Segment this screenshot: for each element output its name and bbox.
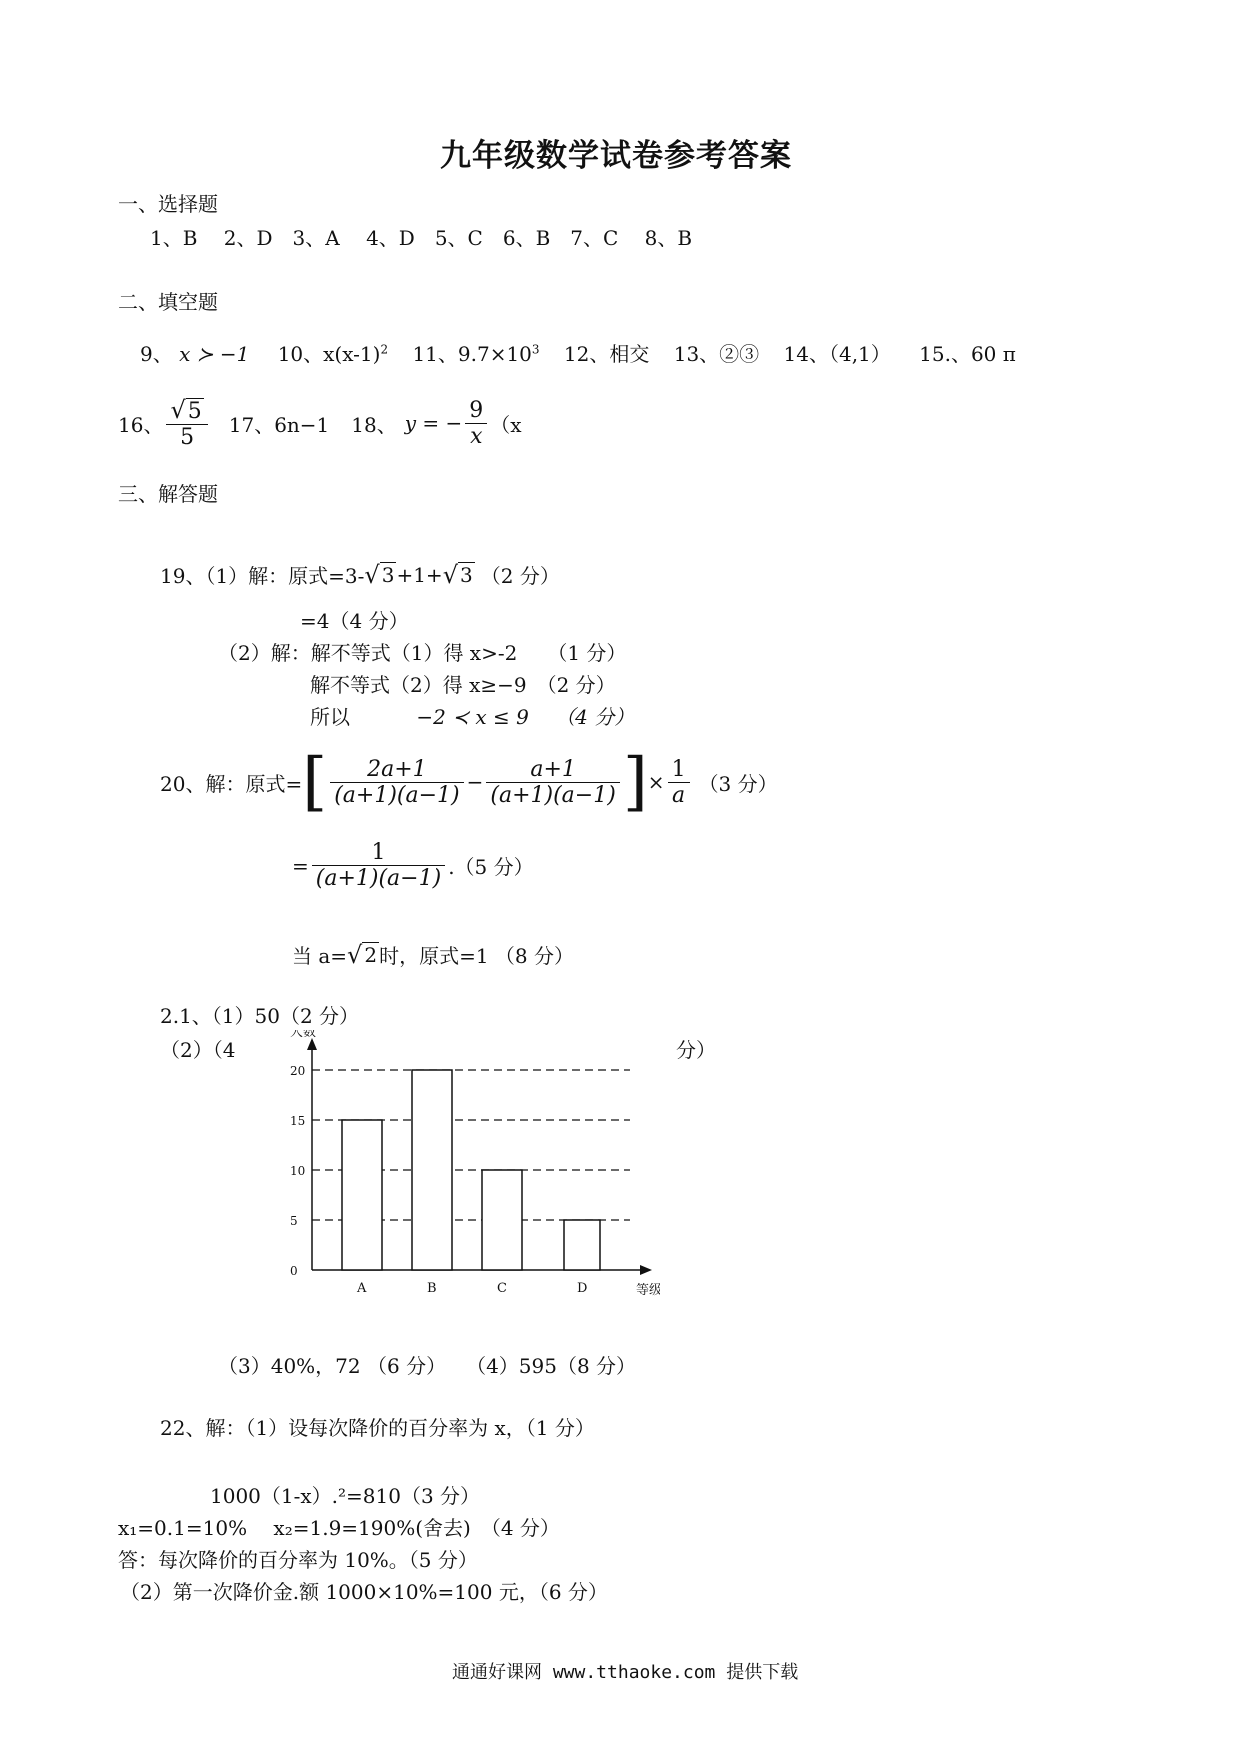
answer-16-label: 16、 <box>118 412 164 437</box>
q22-line3: x₁=0.1=10% x₂=1.9=190%(舍去) （4 分） <box>118 1516 560 1540</box>
q20-denominator-2: (a+1)(a−1) <box>486 782 619 808</box>
x-axis-arrow <box>640 1265 652 1275</box>
q20-denominator-3: a <box>668 782 690 808</box>
q19-part2-line3 <box>310 701 634 730</box>
q20-numerator-3: 1 <box>671 756 686 782</box>
q19-so-label: 所以 <box>310 705 350 729</box>
q21-part2-post: 分） <box>676 1038 716 1062</box>
q20-denominator-4: (a+1)(a−1) <box>312 865 445 891</box>
bar-a <box>342 1120 382 1270</box>
q22-line5: （2）第一次降价金.额 1000×10%=100 元，（6 分） <box>120 1580 608 1604</box>
q19-radicand-2: 3 <box>460 562 473 587</box>
answer-15: 15.、60 π <box>919 342 1016 366</box>
q19-part1-result: =4（4 分） <box>300 609 409 633</box>
answer-18-fraction <box>465 398 487 449</box>
q20-line2 <box>292 840 534 891</box>
answer-10: 10、x(x-1) <box>277 342 381 366</box>
q20-minus: − <box>466 770 484 794</box>
bar-b <box>412 1070 452 1270</box>
x-tick-label: D <box>577 1281 588 1296</box>
answer-16-numerator: 5 <box>187 399 202 424</box>
y-tick-label: 0 <box>290 1264 298 1278</box>
answer-11-exponent: 3 <box>531 342 540 357</box>
bar-c <box>482 1170 522 1270</box>
y-axis-label: 人数 <box>290 1030 317 1040</box>
q20-line1: 20、解：原式= [ $\frac{2a+1}{(a+1)(a-1)}$ − $\frac{a+1}{(a+1)(a-1)}$ ] × $\frac{1}{a}$ （3 分） <box>160 745 778 819</box>
fill-answers-row1 <box>140 338 1016 367</box>
q20-score-1: （3 分） <box>698 771 778 796</box>
q21-part1: 2.1、（1）50（2 分） <box>160 1004 360 1028</box>
q20-denominator-1: (a+1)(a−1) <box>330 782 463 808</box>
q19-part1-mid: +1+ <box>396 562 443 587</box>
section-heading-solve: 三、解答题 <box>118 482 218 506</box>
answer-14: 14、（4,1） <box>783 342 891 366</box>
answer-18-post: （x <box>490 412 522 437</box>
q20-numerator-1: 2a+1 <box>367 756 427 782</box>
q20-when-pre: 当 a= <box>292 944 348 968</box>
fill-answers-row2 <box>118 396 522 450</box>
answer-16-denominator: 5 <box>166 424 207 450</box>
bar-chart <box>280 1030 660 1300</box>
section-heading-choice: 一、选择题 <box>118 192 218 216</box>
answer-18-label: 18、 <box>351 412 397 437</box>
q20-line3: 当 a= √ 2 时，原式=1 （8 分） <box>292 940 574 969</box>
answer-18-denominator: x <box>465 423 487 449</box>
answer-9-expr: x ≻ −1 <box>179 342 250 366</box>
answer-18-numerator: 9 <box>469 397 484 423</box>
answer-13: 13、②③ <box>673 342 760 366</box>
answer-12: 12、相交 <box>563 342 650 366</box>
q21-part2-pre: （2）（4 <box>160 1038 236 1062</box>
q20-fraction-4 <box>312 840 445 891</box>
y-tick-label: 15 <box>290 1114 306 1128</box>
q20-when-post: 时，原式=1 （8 分） <box>379 944 574 968</box>
answer-17: 17、6n−1 <box>228 412 330 437</box>
q22-line2: 1000（1-x）.²=810（3 分） <box>210 1484 481 1508</box>
q19-part1-text: 19、（1）解：原式=3- <box>160 564 365 588</box>
x-axis-label: 等级 <box>636 1283 660 1298</box>
q19-part1-score: （2 分） <box>480 564 560 588</box>
q19-part2-line2: 解不等式（2）得 x≥−9 （2 分） <box>310 673 616 697</box>
q19-so-result: −2 ≺ x ≤ 9 （4 分） <box>416 705 635 729</box>
answer-16-fraction: $\frac{√5}{5}$ <box>166 396 207 450</box>
q20-radicand: 2 <box>364 942 378 967</box>
section-heading-fill: 二、填空题 <box>118 290 218 314</box>
answer-11: 11、9.7×10 <box>412 342 532 366</box>
q20-fraction-3 <box>668 757 690 808</box>
q19-radicand-1: 3 <box>381 562 395 587</box>
q21-part3-4: （3）40%，72 （6 分） （4）595（8 分） <box>218 1354 637 1378</box>
bar-d <box>564 1220 600 1270</box>
q20-label: 20、解：原式= <box>160 771 303 796</box>
q20-numerator-4: 1 <box>371 840 386 865</box>
q20-numerator-2: a+1 <box>530 756 576 782</box>
q22-line1: 22、解：（1）设每次降价的百分率为 x，（1 分） <box>160 1416 595 1440</box>
q20-times: × <box>647 770 665 794</box>
q20-score-2: .（5 分） <box>448 855 534 879</box>
q19-part1: 19、（1）解：原式=3- √ 3 +1+ √ 3 （2 分） <box>160 560 560 589</box>
answer-18-pre: y = − <box>404 411 463 435</box>
y-tick-label: 10 <box>290 1164 306 1178</box>
q19-part2-line1: （2）解：解不等式（1）得 x>-2 （1 分） <box>218 641 627 665</box>
q20-fraction-1 <box>330 757 463 808</box>
answer-10-exponent: 2 <box>380 342 389 357</box>
x-tick-label: A <box>357 1281 367 1296</box>
x-tick-label: B <box>427 1281 437 1296</box>
page-title: 九年级数学试卷参考答案 <box>440 138 792 174</box>
bar-chart-svg <box>280 1030 660 1300</box>
answer-9-label: 9、 <box>140 342 173 366</box>
x-tick-label: C <box>497 1281 507 1296</box>
y-tick-label: 20 <box>290 1064 306 1078</box>
q20-equals: = <box>292 853 309 878</box>
footer-text: 通通好课网 www.tthaoke.com 提供下载 <box>452 1662 799 1683</box>
y-tick-label: 5 <box>290 1214 298 1228</box>
q20-fraction-2 <box>486 757 619 808</box>
q22-line4: 答：每次降价的百分率为 10%。（5 分） <box>118 1548 478 1572</box>
choice-answers: 1、B 2、D 3、A 4、D 5、C 6、B 7、C 8、B <box>150 226 693 250</box>
